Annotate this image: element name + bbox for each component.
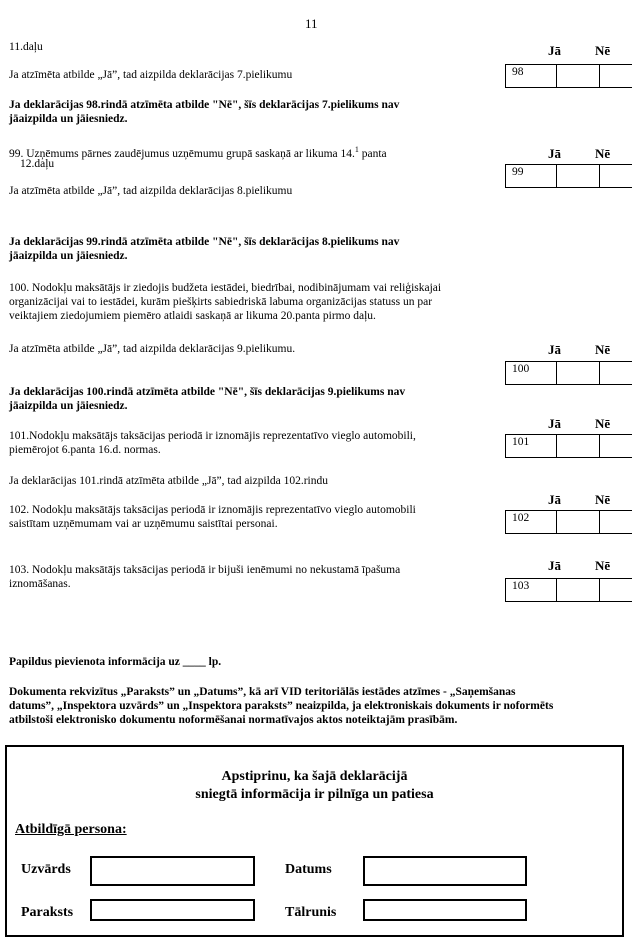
no-label: Nē [595,558,611,573]
requisites-note-3: atbilstoši elektronisko dokumentu noformēšanai normatīvajos aktos noteiktajām prasībām. [9,714,458,726]
question-100-line1: 100. Nodokļu maksātājs ir ziedojis budžeta iestādei, biedrībai, nodibinājumam vai reliģiskajai [9,282,442,294]
confirm-line2: sniegtā informācija ir pilnīga un patiesa [195,787,434,802]
date-field[interactable] [363,856,527,886]
yes-label: Jā [548,146,561,161]
question-99-sup: 1 [354,145,359,154]
surname-field[interactable] [90,856,255,886]
row-number-103: 103 [505,578,557,602]
no-label: Nē [595,146,611,161]
question-101-line2: piemērojot 6.panta 16.d. normas. [9,444,161,456]
phone-field[interactable] [363,899,527,921]
answer-row-103 [505,578,632,602]
question-103-line2: iznomāšanas. [9,578,71,590]
responsible-person-label: Atbildīgā persona: [15,822,127,837]
no-label: Nē [595,43,611,58]
yes-box-99[interactable] [557,164,600,188]
no-box-98[interactable] [600,64,632,88]
yes-box-101[interactable] [557,434,600,458]
no-box-101[interactable] [600,434,632,458]
bold-note-98-2: jāaizpilda un jāiesniedz. [9,113,128,125]
question-101-line1: 101.Nodokļu maksātājs taksācijas periodā ir iznomājis reprezentatīvo vieglo automobili, [9,430,416,442]
question-99-text: 99. Uzņēmums pārnes zaudējumus uzņēmumu grupā saskaņā ar likuma 14. [9,147,355,160]
confirm-line1: Apstiprinu, ka šajā deklarācijā [221,769,408,784]
no-label: Nē [595,492,611,507]
yes-label: Jā [548,416,561,431]
yes-label: Jā [548,342,561,357]
answer-row-98 [505,64,632,88]
answer-row-99 [505,164,632,188]
signature-field[interactable] [90,899,255,921]
row-number-99: 99 [505,164,557,188]
no-box-103[interactable] [600,578,632,602]
question-103-line1: 103. Nodokļu maksātājs taksācijas periodā ir bijuši ienēmumi no nekustamā īpašuma [9,564,401,576]
answer-row-100 [505,361,632,385]
surname-label: Uzvārds [21,862,71,877]
no-box-99[interactable] [600,164,632,188]
attachments-note: Papildus pievienota informācija uz ____ lp. [9,656,222,668]
no-label: Nē [595,416,611,431]
bold-note-100-1: Ja deklarācijas 100.rindā atzīmēta atbilde "Nē", šīs deklarācijas 9.pielikums nav [9,386,406,398]
bold-note-99-1: Ja deklarācijas 99.rindā atzīmēta atbilde "Nē", šīs deklarācijas 8.pielikums nav [9,236,400,248]
bold-note-100-2: jāaizpilda un jāiesniedz. [9,400,128,412]
yes-box-102[interactable] [557,510,600,534]
phone-label: Tālrunis [285,905,337,920]
confirmation-frame [5,745,624,937]
requisites-note-2: datums”, „Inspektora uzvārds” un „Inspektora paraksts” neaizpilda, ja elektroniskais dokuments ir noformēts [9,700,554,712]
question-100-line3: veiktajiem ziedojumiem piemēro atlaidi saskaņā ar likuma 20.panta pirmo daļu. [9,310,376,322]
yes-label: Jā [548,558,561,573]
yes-box-98[interactable] [557,64,600,88]
question-99-sup-tail: panta [358,147,387,160]
bold-note-99-2: jāaizpilda un jāiesniedz. [9,250,128,262]
question-102-line2: saistītam uzņēmumam vai ar uzņēmumu saistītai personai. [9,518,278,530]
question-99-line1 [9,143,387,161]
answer-row-102 [505,510,632,534]
no-label: Nē [595,342,611,357]
yes-box-103[interactable] [557,578,600,602]
date-label: Datums [285,862,332,877]
no-box-102[interactable] [600,510,632,534]
row-number-102: 102 [505,510,557,534]
q97-note: Ja atzīmēta atbilde „Jā”, tad aizpilda deklarācijas 7.pielikumu [9,69,293,81]
yes-label: Jā [548,43,561,58]
no-box-100[interactable] [600,361,632,385]
q100-note: Ja atzīmēta atbilde „Jā”, tad aizpilda deklarācijas 9.pielikumu. [9,343,296,355]
row-number-98: 98 [505,64,557,88]
row-number-100: 100 [505,361,557,385]
bold-note-98-1: Ja deklarācijas 98.rindā atzīmēta atbilde "Nē", šīs deklarācijas 7.pielikums nav [9,99,400,111]
q101-note: Ja deklarācijas 101.rindā atzīmēta atbilde „Jā”, tad aizpilda 102.rindu [9,475,328,487]
row-number-101: 101 [505,434,557,458]
yes-box-100[interactable] [557,361,600,385]
answer-row-101 [505,434,632,458]
yes-label: Jā [548,492,561,507]
question-99-line2: 12.daļu [20,158,55,170]
signature-label: Paraksts [21,905,74,920]
q99-note: Ja atzīmēta atbilde „Jā”, tad aizpilda deklarācijas 8.pielikumu [9,185,293,197]
page-number: 11 [305,16,318,31]
question-100-line2: organizācijai vai to iestādei, kurām piešķirts sabiedriskā labuma organizācijas statuss un par [9,296,433,308]
requisites-note-1: Dokumenta rekvizītus „Paraksts” un „Datums”, kā arī VID teritoriālās iestādes atzīmes - „Saņemšanas [9,686,516,698]
q97-tail: 11.daļu [9,41,43,53]
question-102-line1: 102. Nodokļu maksātājs taksācijas periodā ir iznomājis reprezentatīvo vieglo automobili [9,504,416,516]
